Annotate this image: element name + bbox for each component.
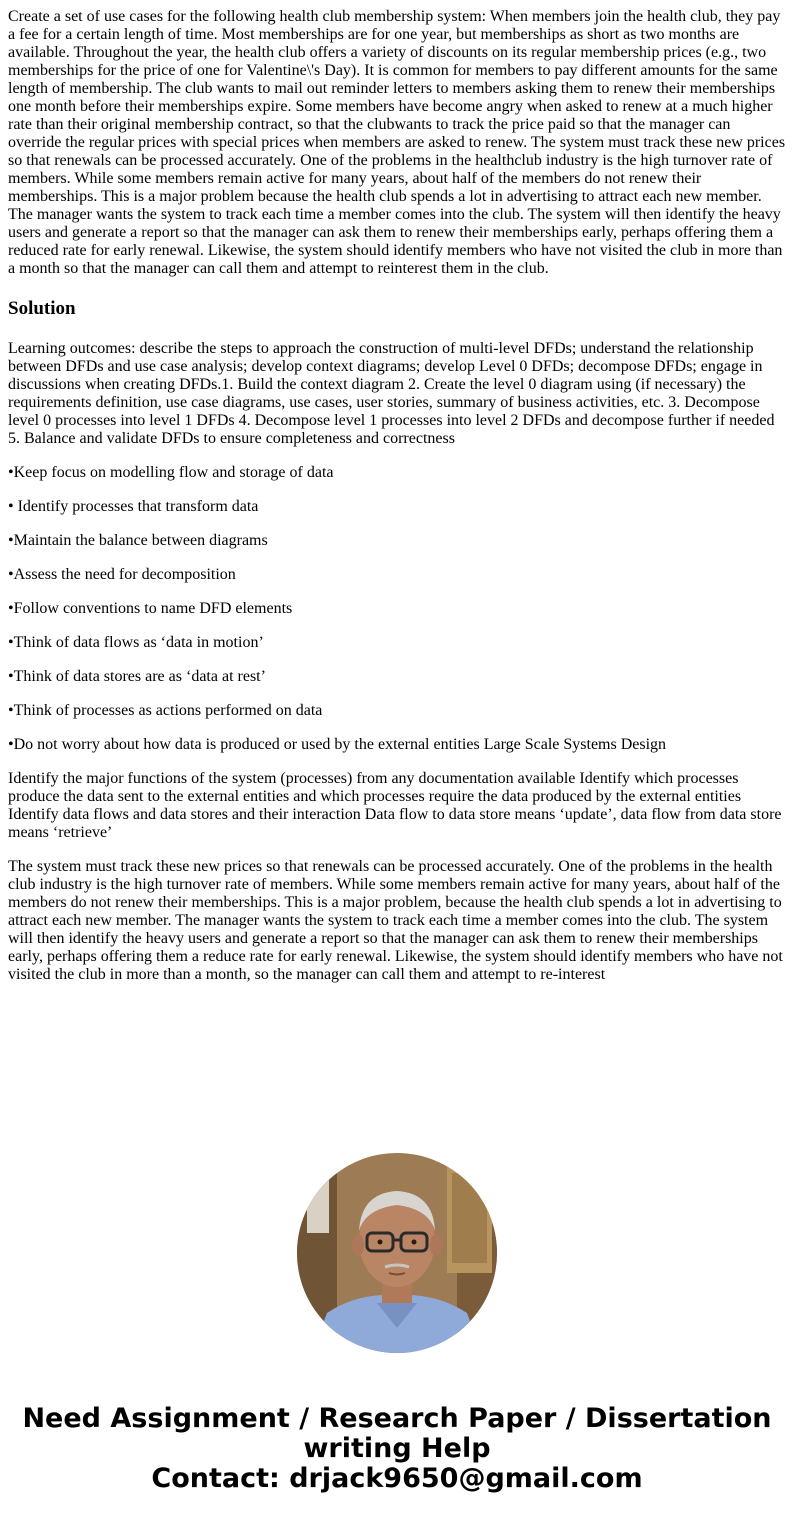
- avatar-portrait-image: [297, 1153, 497, 1353]
- bullet-item: •Think of data stores are as ‘data at rest’: [8, 668, 266, 685]
- identify-paragraph: Identify the major functions of the system (processes) from any documentation available Identify which processes produce the data sent to the external entities and which processes require the data produced by the external entities Identify data flows and data stores and their interaction Data flow to data store means ‘update’, data flow from data store means ‘retrieve’: [8, 770, 782, 841]
- contact-banner: [0, 1404, 794, 1494]
- bullet-item: •Maintain the balance between diagrams: [8, 532, 268, 549]
- solution-heading: Solution: [8, 298, 76, 319]
- article-content: [8, 8, 786, 1000]
- bullet-item: •Do not worry about how data is produced or used by the external entities Large Scale Systems Design: [8, 736, 667, 753]
- banner-contact-email: Contact: drjack9650@gmail.com: [151, 1463, 643, 1494]
- bullet-item: • Identify processes that transform data: [8, 498, 259, 515]
- bullet-item: •Think of data flows as ‘data in motion’: [8, 634, 264, 651]
- solution-intro: Learning outcomes: describe the steps to approach the construction of multi-level DFDs; understand the relationship between DFDs and use case analysis; develop context diagrams; develop Level 0 DFDs; decompose DFDs; engage in discussions when creating DFDs.1. Build the context diagram 2. Create the level 0 diagram using (if necessary) the requirements definition, use case diagrams, use cases, user stories, summary of business activities, etc. 3. Decompose level 0 processes into level 1 DFDs 4. Decompose level 1 processes into level 2 DFDs and decompose further if needed 5. Balance and validate DFDs to ensure completeness and correctness: [8, 340, 775, 447]
- author-avatar: [297, 1153, 497, 1353]
- bullet-item: •Assess the need for decomposition: [8, 566, 236, 583]
- banner-line-2: writing Help: [303, 1433, 491, 1464]
- bullet-item: •Keep focus on modelling flow and storage of data: [8, 464, 334, 481]
- system-paragraph: The system must track these new prices so that renewals can be processed accurately. One of the problems in the health club industry is the high turnover rate of members. While some members remain active for many years, about half of the members do not renew their memberships. This is a major problem, because the health club spends a lot in advertising to attract each new member. The manager wants the system to track each time a member comes into the club. The system will then identify the heavy users and generate a report so that the manager can ask them to renew their memberships early, perhaps offering them a reduce rate for early renewal. Likewise, the system should identify members who have not visited the club in more than a month, so the manager can call them and attempt to re-interest: [8, 858, 783, 983]
- question-text: Create a set of use cases for the following health club membership system: When members join the health club, they pay a fee for a certain length of time. Most memberships are for one year, but memberships as short as two months are available. Throughout the year, the health club offers a variety of discounts on its regular membership prices (e.g., two memberships for the price of one for Valentine\'s Day). It is common for members to pay different amounts for the same length of membership. The club wants to mail out reminder letters to members asking them to renew their memberships one month before their memberships expire. Some members have become angry when asked to renew at a much higher rate than their original membership contract, so that the clubwants to track the price paid so that the manager can override the regular prices with special prices when members are asked to renew. The system must track these new prices so that renewals can be processed accurately. One of the problems in the healthclub industry is the high turnover rate of members. While some members remain active for many years, about half of the members do not renew their memberships. This is a major problem because the health club spends a lot in advertising to attract each new member. The manager wants the system to track each time a member comes into the club. The system will then identify the heavy users and generate a report so that the manager can ask them to renew their memberships early, perhaps offering them a reduced rate for early renewal. Likewise, the system should identify members who have not visited the club in more than a month so that the manager can call them and attempt to reinterest them in the club.: [8, 8, 786, 277]
- banner-line-1: Need Assignment / Research Paper / Dissertation: [22, 1403, 772, 1434]
- bullet-item: •Think of processes as actions performed on data: [8, 702, 323, 719]
- bullet-item: •Follow conventions to name DFD elements: [8, 600, 293, 617]
